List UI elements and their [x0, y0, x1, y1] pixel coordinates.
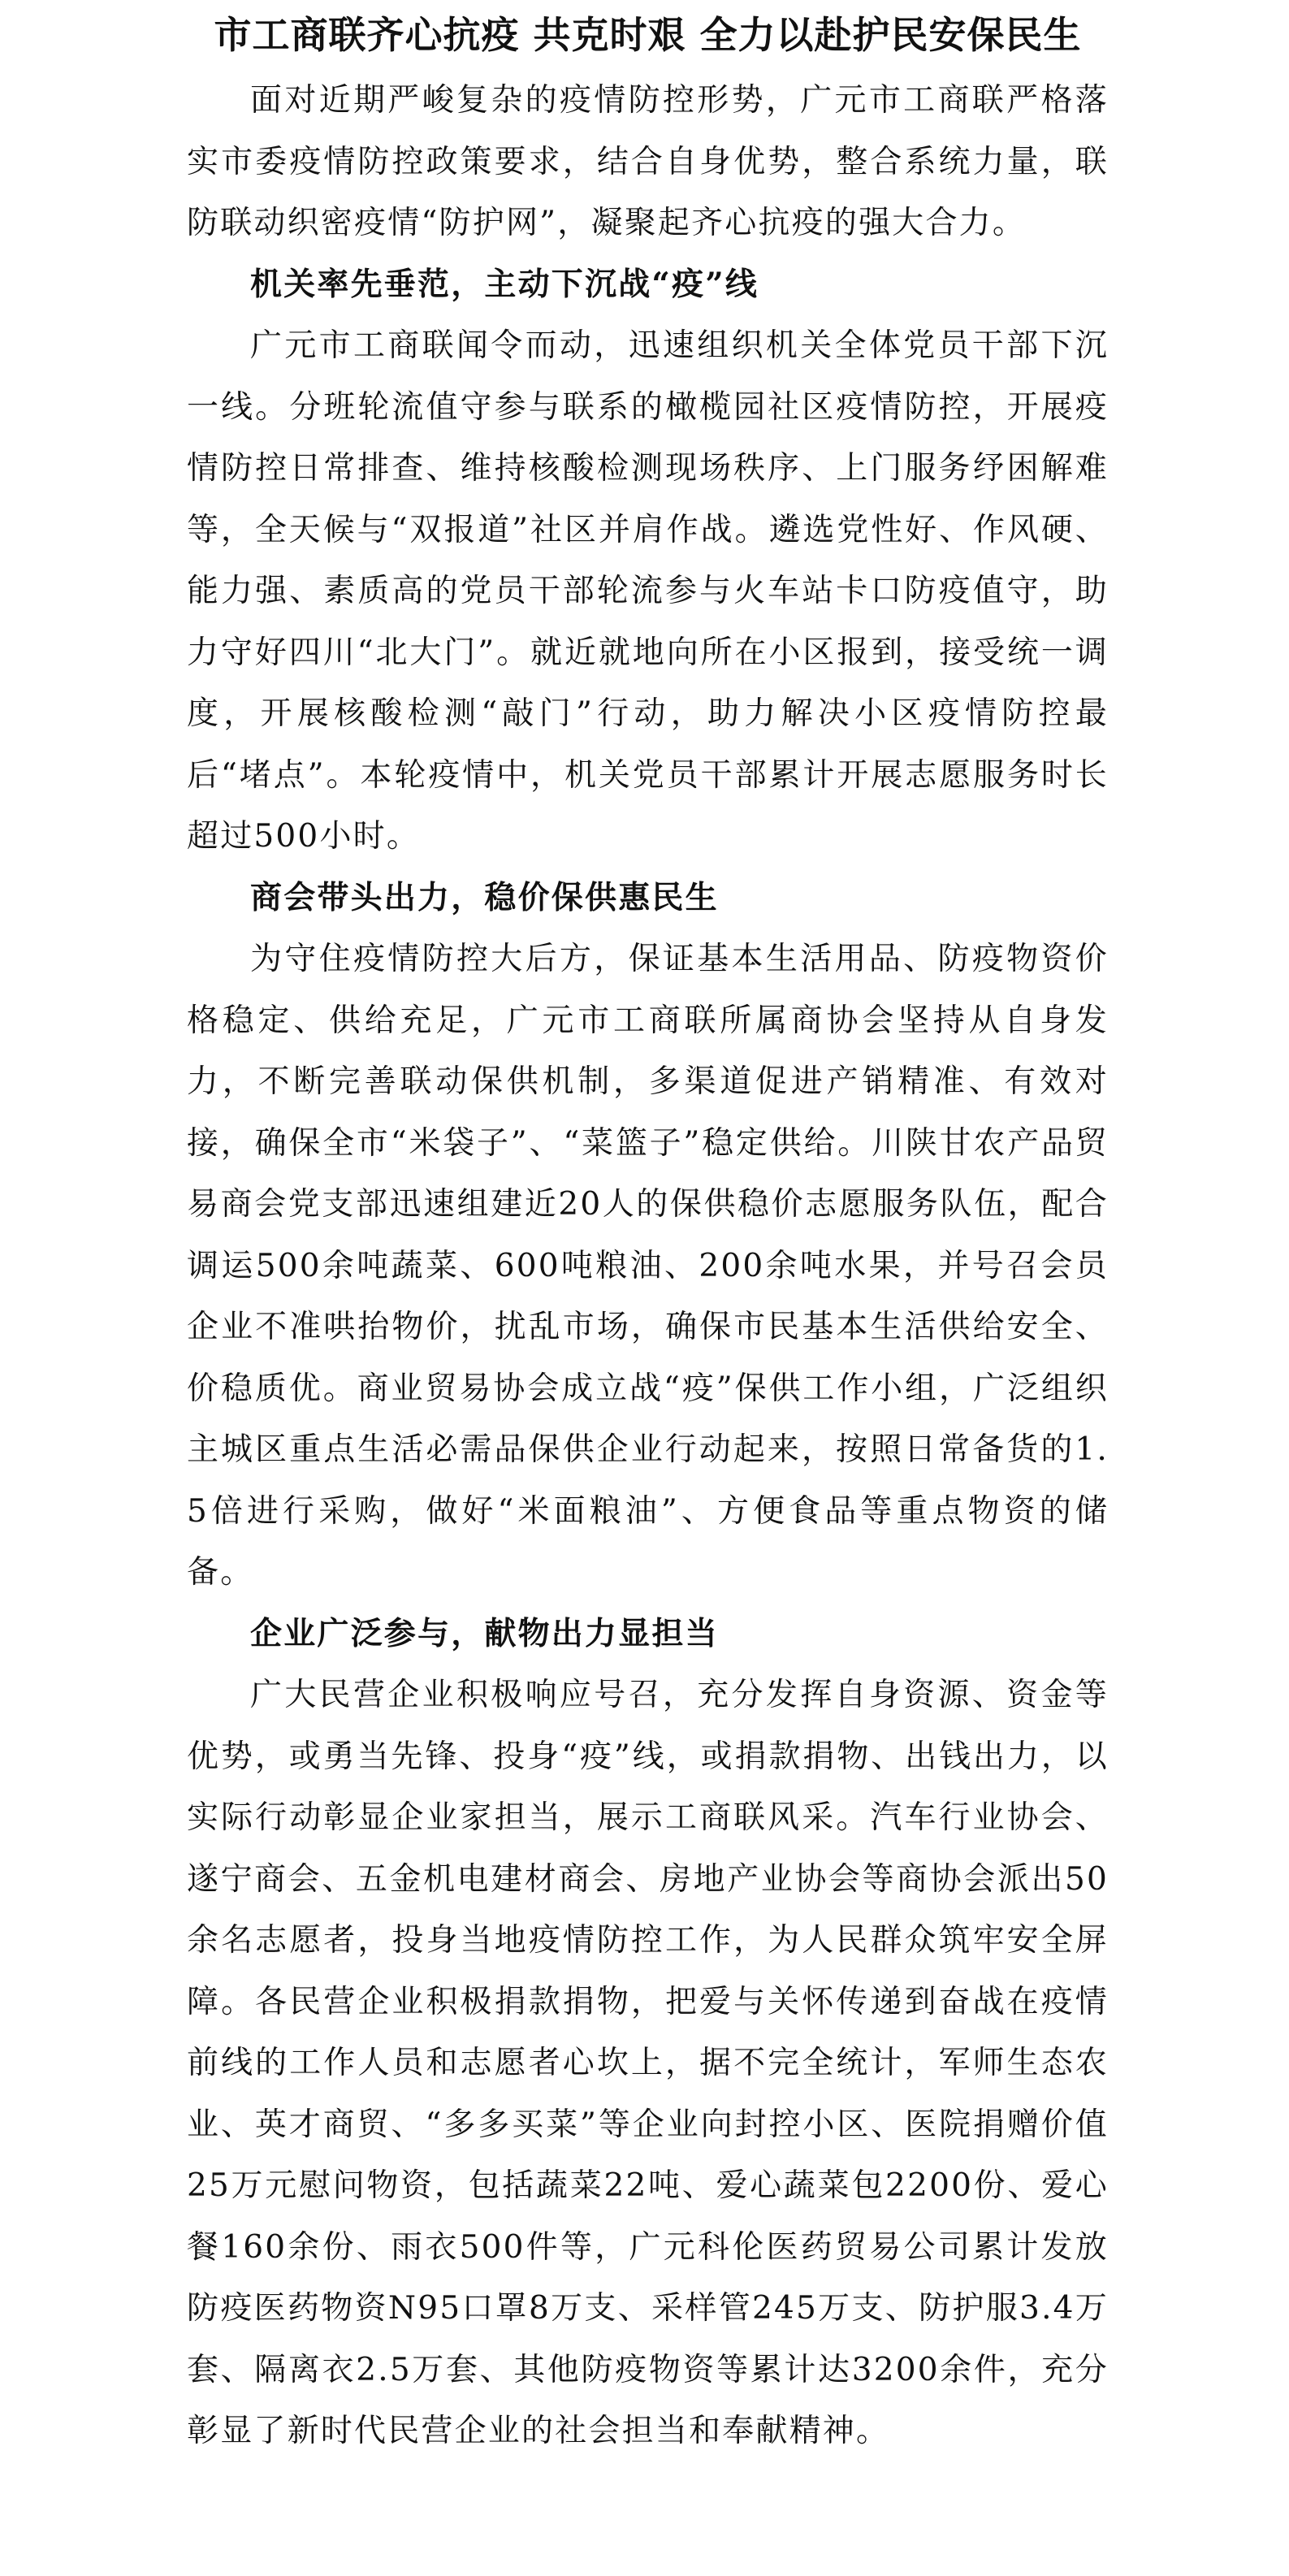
section-chamber-supply [187, 868, 1109, 1604]
section-heading: 商会带头出力，稳价保供惠民生 [250, 878, 719, 916]
section-organ-leading [187, 254, 1109, 868]
section-heading: 机关率先垂范，主动下沉战“疫”线 [250, 265, 759, 303]
section-enterprise-donation [187, 1604, 1109, 2462]
article-title: 市工商联齐心抗疫 共克时艰 全力以赴护民安保民生 [214, 13, 1082, 57]
section-heading: 企业广泛参与，献物出力显担当 [250, 1614, 719, 1652]
intro-paragraph: 面对近期严峻复杂的疫情防控形势，广元市工商联严格落实市委疫情防控政策要求，结合自身优势，整合系统力量，联防联动织密疫情“防护网”，凝聚起齐心抗疫的强大合力。 [187, 82, 1109, 241]
section-paragraph: 广大民营企业积极响应号召，充分发挥自身资源、资金等优势，或勇当先锋、投身“疫”线，或捐款捐物、出钱出力，以实际行动彰显企业家担当，展示工商联风采。汽车行业协会、遂宁商会、五金机电建材商会、房地产业协会等商协会派出50余名志愿者，投身当地疫情防控工作，为人民群众筑牢安全屏障。各民营企业积极捐款捐物，把爱与关怀传递到奋战在疫情前线的工作人员和志愿者心坎上，据不完全统计，军师生态农业、英才商贸、“多多买菜”等企业向封控小区、医院捐赠价值25万元慰问物资，包括蔬菜22吨、爱心蔬菜包2200份、爱心餐160余份、雨衣500件等，广元科伦医药贸易公司累计发放防疫医药物资N95口罩8万支、采样管245万支、防护服3.4万套、隔离衣2.5万套、其他防疫物资等累计达3200余件，充分彰显了新时代民营企业的社会担当和奉献精神。 [187, 1677, 1109, 2449]
section-paragraph: 广元市工商联闻令而动，迅速组织机关全体党员干部下沉一线。分班轮流值守参与联系的橄榄园社区疫情防控，开展疫情防控日常排查、维持核酸检测现场秩序、上门服务纾困解难等，全天候与“双报道”社区并肩作战。遴选党性好、作风硬、能力强、素质高的党员干部轮流参与火车站卡口防疫值守，助力守好四川“北大门”。就近就地向所在小区报到，接受统一调度，开展核酸检测“敲门”行动，助力解决小区疫情防控最后“堵点”。本轮疫情中，机关党员干部累计开展志愿服务时长超过500小时。 [187, 327, 1109, 855]
section-paragraph: 为守住疫情防控大后方，保证基本生活用品、防疫物资价格稳定、供给充足，广元市工商联所属商协会坚持从自身发力，不断完善联动保供机制，多渠道促进产销精准、有效对接，确保全市“米袋子”、“菜篮子”稳定供给。川陕甘农产品贸易商会党支部迅速组建近20人的保供稳价志愿服务队伍，配合调运500余吨蔬菜、600吨粮油、200余吨水果，并号召会员企业不准哄抬物价，扰乱市场，确保市民基本生活供给安全、价稳质优。商业贸易协会成立战“疫”保供工作小组，广泛组织主城区重点生活必需品保供企业行动起来，按照日常备货的1.5倍进行采购，做好“米面粮油”、方便食品等重点物资的储备。 [187, 941, 1109, 1591]
